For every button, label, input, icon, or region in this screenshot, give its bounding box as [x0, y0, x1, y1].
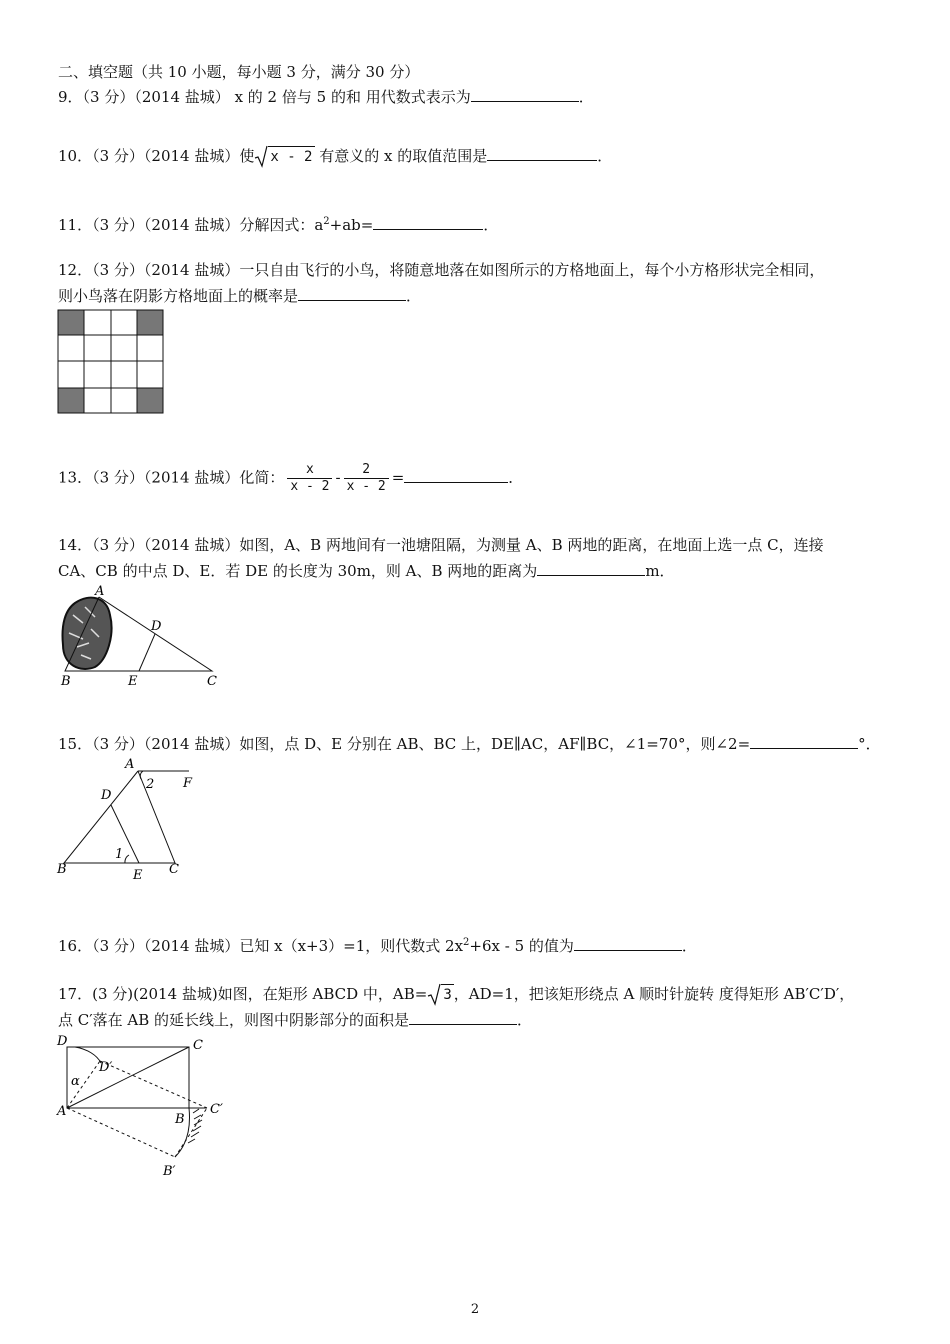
label-C: C	[207, 674, 217, 689]
answer-blank[interactable]	[409, 1009, 517, 1025]
sqrt-expression	[254, 146, 314, 167]
question-12-line2	[58, 285, 421, 306]
label-B-prime: B′	[163, 1164, 176, 1179]
pond-triangle-figure	[55, 585, 225, 690]
numerator: x	[287, 462, 332, 479]
answer-blank[interactable]	[298, 285, 406, 301]
q16-suffix: +6x - 5 的值为	[469, 937, 574, 955]
answer-blank[interactable]	[750, 733, 858, 749]
question-10	[58, 145, 612, 167]
denominator: x - 2	[346, 479, 386, 494]
section-header: 二、填空题（共 10 小题，每小题 3 分，满分 30 分）	[58, 63, 420, 81]
q11-suffix: +ab=	[329, 216, 374, 234]
question-9	[58, 86, 594, 107]
q10-end: ．	[597, 147, 613, 165]
q14-end: m．	[645, 562, 675, 580]
answer-blank[interactable]	[487, 145, 597, 161]
equals-sign: =	[391, 468, 405, 487]
q10-suffix: 有意义的 x 的取值范围是	[314, 147, 488, 165]
denominator: x - 2	[290, 479, 330, 494]
q17-prefix: 17．(3 分)(2014 盐城)如图，在矩形 ABCD 中，AB=	[58, 985, 428, 1003]
label-D-prime: D′	[99, 1060, 113, 1075]
label-E: E	[133, 868, 143, 883]
rotated-rectangle-figure	[55, 1033, 245, 1183]
q12-end: ．	[406, 287, 422, 305]
q15-text: 15．（3 分）（2014 盐城）如图，点 D、E 分别在 AB、BC 上，DE∥AC，AF∥BC，∠1=70°，则∠2=	[58, 735, 751, 753]
q9-end: ．	[578, 88, 594, 106]
answer-blank[interactable]	[404, 467, 508, 483]
label-A: A	[57, 1104, 67, 1119]
label-B: B	[175, 1112, 185, 1127]
label-D: D	[151, 619, 162, 634]
q15-end: °．	[858, 735, 881, 753]
q16-end: ．	[681, 937, 697, 955]
question-17-line2	[58, 1009, 532, 1030]
answer-blank[interactable]	[471, 86, 579, 102]
label-B: B	[57, 862, 67, 877]
label-D: D	[101, 788, 112, 803]
label-A: A	[125, 757, 135, 772]
label-1: 1	[115, 847, 124, 862]
q13-end: ．	[508, 468, 524, 487]
question-14-line2	[58, 560, 675, 581]
q12-text: 则小鸟落在阴影方格地面上的概率是	[58, 287, 299, 305]
q13-prefix: 13．（3 分）（2014 盐城）化简：	[58, 468, 285, 487]
fraction-2	[344, 462, 389, 495]
q10-prefix: 10．（3 分）（2014 盐城）使	[58, 147, 255, 165]
label-F: F	[183, 776, 193, 791]
q16-prefix: 16．（3 分）（2014 盐城）已知 x（x+3）=1，则代数式 2x	[58, 937, 464, 955]
fraction-1	[287, 462, 332, 495]
answer-blank[interactable]	[574, 935, 682, 951]
superscript: 2	[323, 216, 330, 227]
q17-end: ．	[517, 1011, 533, 1029]
label-alpha: α	[71, 1074, 80, 1089]
answer-blank[interactable]	[373, 214, 483, 230]
q9-text: 9．（3 分）（2014 盐城） x 的 2 倍与 5 的和 用代数式表示为	[58, 88, 471, 106]
question-11	[58, 212, 498, 235]
radicand: x - 2	[268, 146, 314, 167]
answer-blank[interactable]	[537, 560, 645, 576]
question-12-line1: 12．（3 分）（2014 盐城）一只自由飞行的小鸟，将随意地落在如图所示的方格地面上，每个小方格形状完全相同，	[58, 261, 825, 279]
page-number: 2	[470, 1302, 480, 1317]
question-13	[58, 462, 523, 495]
numerator: 2	[344, 462, 389, 479]
question-15	[58, 733, 881, 754]
label-E: E	[128, 674, 138, 689]
label-C-prime: C′	[210, 1102, 223, 1117]
radicand: 3	[441, 984, 453, 1005]
superscript: 2	[463, 937, 470, 948]
label-C: C	[169, 862, 179, 877]
label-D: D	[57, 1034, 68, 1049]
label-B: B	[61, 674, 71, 689]
label-C: C	[193, 1038, 203, 1053]
label-2: 2	[146, 777, 155, 792]
q11-end: ．	[483, 216, 499, 234]
q14-text: CA、CB 的中点 D、E．若 DE 的长度为 30m，则 A、B 两地的距离为	[58, 562, 538, 580]
sqrt-3	[427, 984, 453, 1005]
question-14-line1: 14．（3 分）（2014 盐城）如图，A、B 两地间有一池塘阻隔，为测量 A、B 两地的距离，在地面上选一点 C，连接	[58, 536, 824, 554]
minus-sign: -	[335, 468, 341, 487]
question-16	[58, 933, 697, 956]
grid-figure	[57, 309, 165, 415]
q17-text: 点 C′落在 AB 的延长线上，则图中阴影部分的面积是	[58, 1011, 410, 1029]
parallel-lines-figure	[55, 755, 205, 885]
label-A: A	[95, 585, 105, 599]
question-17-line1	[58, 984, 854, 1005]
q17-suffix: ，AD=1，把该矩形绕点 A 顺时针旋转 度得矩形 AB′C′D′，	[453, 985, 855, 1003]
q11-prefix: 11．（3 分）（2014 盐城）分解因式：a	[58, 216, 324, 234]
